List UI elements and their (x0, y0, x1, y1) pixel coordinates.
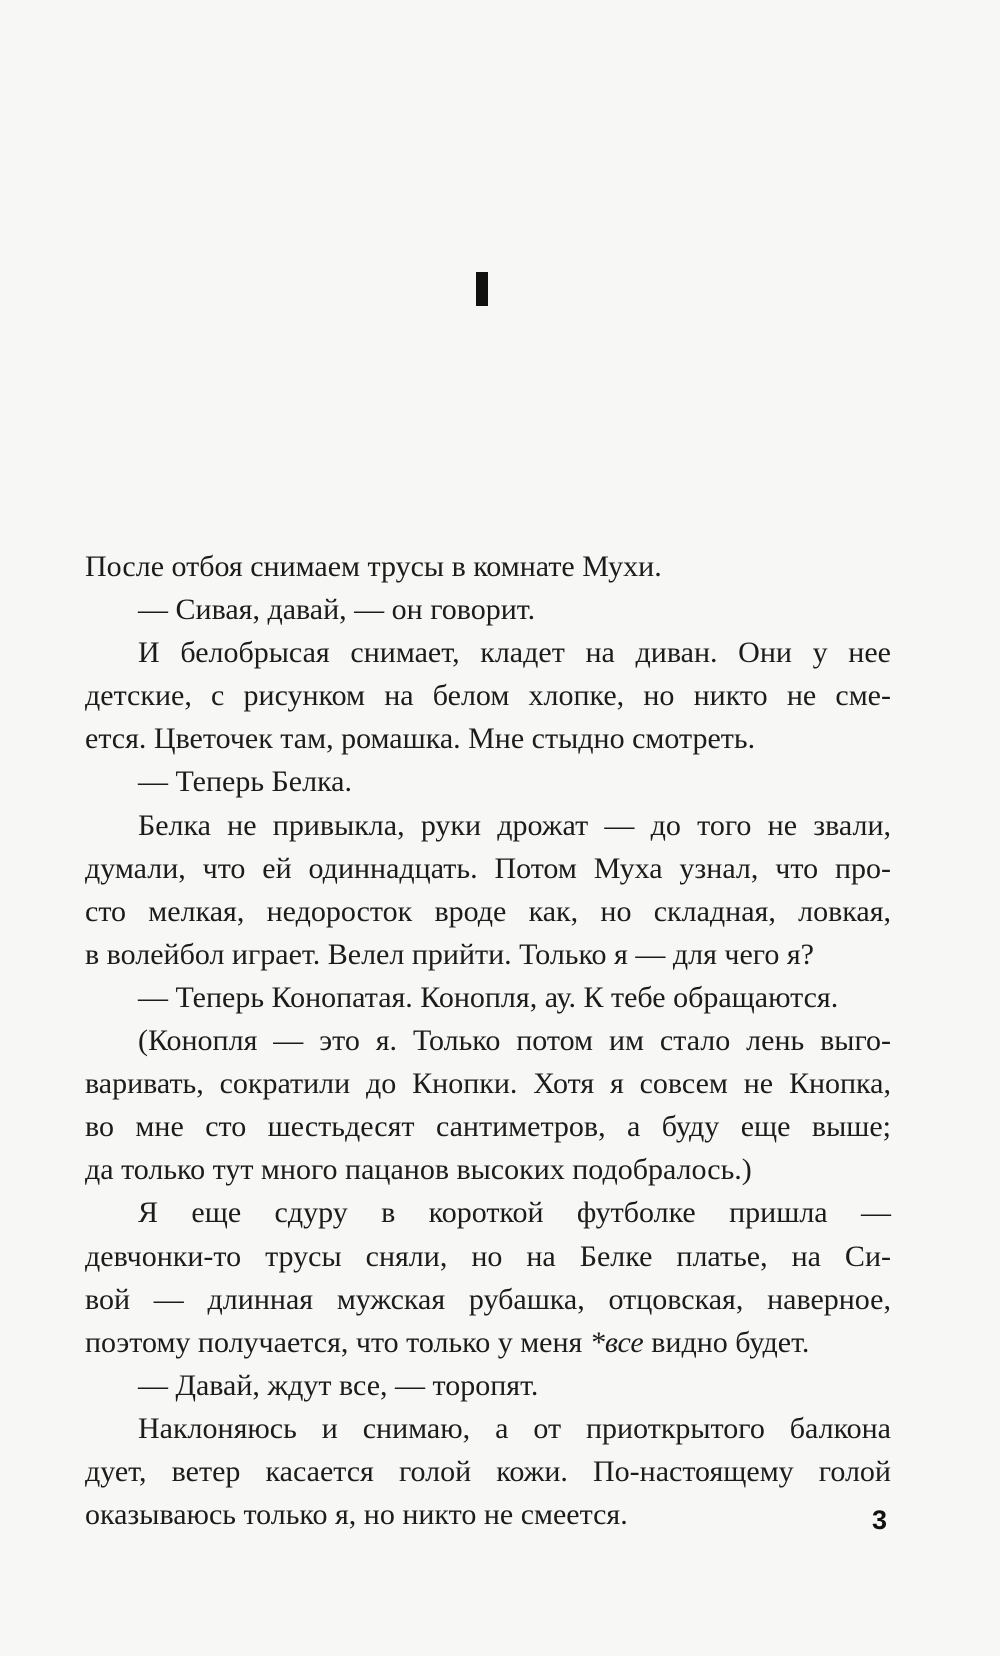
text-line (85, 933, 891, 976)
paragraph (85, 1407, 891, 1536)
text-segment: поэтому получается, что только у меня (85, 1325, 590, 1359)
text-segment: варивать, сократили до Кнопки. Хотя я совсем не Кнопка, (85, 1067, 891, 1101)
body-text (85, 545, 891, 1536)
text-line (85, 1321, 891, 1364)
text-line (85, 717, 891, 760)
text-segment: да только тут много пацанов высоких подобралось.) (85, 1153, 752, 1187)
text-segment: (Конопля — это я. Только потом им стало лень выго- (138, 1024, 891, 1058)
text-line (85, 674, 891, 717)
text-segment: вой — длинная мужская рубашка, отцовская, наверное, (85, 1282, 891, 1316)
text-segment: дует, ветер касается голой кожи. По-настоящему голой (85, 1454, 891, 1488)
text-segment: Белка не привыкла, руки дрожат — до того не звали, (138, 808, 891, 842)
text-line (85, 1493, 891, 1536)
paragraph (85, 760, 891, 803)
text-line (85, 890, 891, 933)
chapter-numeral (476, 272, 488, 306)
text-segment: — Давай, ждут все, — торопят. (138, 1368, 539, 1402)
text-segment: И белобрысая снимает, кладет на диван. Они у нее (138, 636, 891, 670)
text-segment: в волейбол играет. Велел прийти. Только я — для чего я? (85, 937, 814, 971)
paragraph (85, 588, 891, 631)
text-line (85, 804, 891, 847)
paragraph (85, 1019, 891, 1191)
text-line (85, 1407, 891, 1450)
text-line (85, 631, 891, 674)
text-line (85, 1191, 891, 1234)
text-line (85, 1105, 891, 1148)
text-line (85, 976, 891, 1019)
text-line (85, 1235, 891, 1278)
page-number: 3 (872, 1505, 888, 1535)
text-segment: — Теперь Белка. (138, 765, 352, 799)
paragraph (85, 1364, 891, 1407)
text-line (85, 1450, 891, 1493)
paragraph (85, 976, 891, 1019)
paragraph (85, 545, 891, 588)
text-segment: девчонки-то трусы сняли, но на Белке платье, на Си- (85, 1239, 891, 1273)
text-segment: детские, с рисунком на белом хлопке, но никто не сме- (85, 679, 891, 713)
text-line (85, 1062, 891, 1105)
paragraph (85, 804, 891, 976)
text-segment: — Сивая, давай, — он говорит. (138, 593, 536, 627)
text-line (85, 1278, 891, 1321)
text-segment: Наклоняюсь и снимаю, а от приоткрытого балкона (138, 1411, 891, 1445)
text-line (85, 588, 891, 631)
text-segment: Я еще сдуру в короткой футболке пришла — (138, 1196, 891, 1230)
text-line (85, 1019, 891, 1062)
paragraph (85, 1191, 891, 1363)
text-segment: сто мелкая, недоросток вроде как, но складная, ловкая, (85, 894, 891, 928)
text-line (85, 1364, 891, 1407)
text-segment: После отбоя снимаем трусы в комнате Мухи. (85, 550, 662, 583)
text-segment: — Теперь Конопатая. Конопля, ау. К тебе обращаются. (138, 980, 839, 1014)
paragraph (85, 631, 891, 760)
text-segment: во мне сто шестьдесят сантиметров, а буду еще выше; (85, 1110, 891, 1144)
text-segment: видно будет. (643, 1325, 810, 1359)
emphasis-text: *все (589, 1325, 644, 1359)
text-line (85, 760, 891, 803)
text-line (85, 1148, 891, 1191)
text-segment: оказываюсь только я, но никто не смеется. (85, 1498, 628, 1532)
text-segment: думали, что ей одиннадцать. Потом Муха узнал, что про- (85, 851, 891, 885)
text-line (85, 545, 891, 588)
text-line (85, 847, 891, 890)
text-segment: ется. Цветочек там, ромашка. Мне стыдно смотреть. (85, 722, 756, 756)
